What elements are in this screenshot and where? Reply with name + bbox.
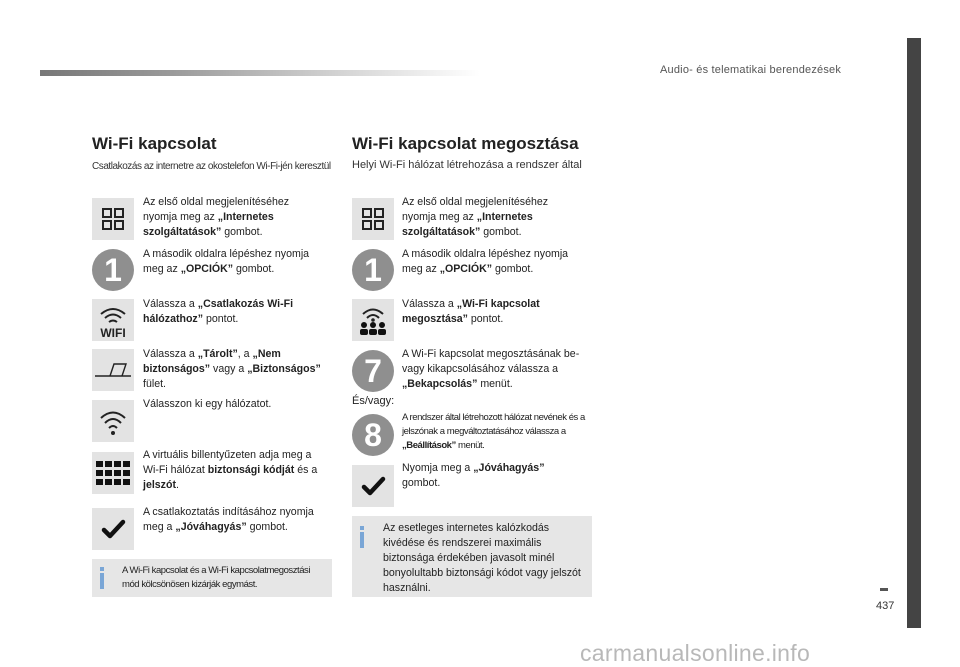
left-title: Wi-Fi kapcsolat [92, 134, 217, 153]
checkmark-icon [92, 508, 134, 550]
info-icon [360, 526, 364, 530]
keyboard-icon [92, 452, 134, 494]
watermark: carmanualsonline.info [580, 640, 811, 666]
left-step-7-text: A csatlakoztatás indításához nyomja meg a „Jóváhagyás” gombot. [143, 506, 314, 533]
left-note-text: A Wi-Fi kapcsolat és a Wi-Fi kapcsolatmegosztási mód kölcsönösen kizárják egymást. [122, 565, 310, 590]
number-8-badge: 8 [352, 414, 394, 456]
info-icon [100, 567, 104, 571]
right-step-1-text: Az első oldal megjelenítéséhez nyomja meg az „Internetes szolgáltatások” gombot. [402, 196, 549, 238]
svg-text:WIFI: WIFI [100, 326, 126, 340]
left-info-note [92, 559, 332, 597]
number-1-badge: 1 [352, 249, 394, 291]
right-title: Wi-Fi kapcsolat megosztása [352, 134, 579, 153]
number-7-badge: 7 [352, 350, 394, 392]
side-bar [907, 38, 921, 628]
grid-menu-icon [92, 198, 134, 240]
left-step-3-text: Válassza a „Csatlakozás Wi-Fi hálózathoz” pontot. [143, 298, 294, 325]
header-gradient-bar [40, 70, 480, 76]
left-subtitle: Csatlakozás az internetre az okostelefon Wi-Fi-jén keresztül [92, 161, 331, 172]
right-subtitle: Helyi Wi-Fi hálózat létrehozása a rendszer által [352, 159, 582, 171]
grid-menu-icon [352, 198, 394, 240]
wifi-icon [92, 299, 134, 341]
wifi-share-icon [352, 299, 394, 341]
left-step-5-text: Válasszon ki egy hálózatot. [143, 398, 272, 410]
checkmark-icon [352, 465, 394, 507]
left-step-6-text: A virtuális billentyűzeten adja meg a Wi-Fi hálózat biztonsági kódját és a jelszót. [143, 449, 318, 491]
right-step-2-text: A második oldalra lépéshez nyomja meg az „OPCIÓK” gombot. [402, 248, 569, 275]
number-1-badge: 1 [92, 249, 134, 291]
right-note-text: Az esetleges internetes kalózkodás kivédése és rendszerei maximális biztonsága érdekében javasolt minél bonyolultabb biztonsági kódot vagy jelszót használni. [383, 522, 581, 594]
wifi-icon [92, 400, 134, 442]
left-step-2-text: A második oldalra lépéshez nyomja meg az „OPCIÓK” gombot. [143, 248, 310, 275]
right-step-6-text: Nyomja meg a „Jóváhagyás” gombot. [402, 462, 545, 489]
right-step-5-text: A rendszer által létrehozott hálózat nevének és a jelszónak a megváltoztatásához válassza a „Beállítások” menüt. [402, 412, 585, 451]
page-marker [880, 588, 888, 591]
header-title: Audio- és telematikai berendezések [660, 64, 842, 76]
right-step-3-text: Válassza a „Wi-Fi kapcsolat megosztása” pontot. [402, 298, 540, 325]
left-step-1-text: Az első oldal megjelenítéséhez nyomja meg az „Internetes szolgáltatások” gombot. [143, 196, 290, 238]
page-number: 437 [876, 600, 895, 612]
folder-tab-icon [92, 349, 134, 391]
right-step-4-text: A Wi-Fi kapcsolat megosztásának be- vagy kikapcsolásához válassza a „Bekapcsolás” menüt. [402, 348, 580, 390]
or-label: És/vagy: [352, 395, 395, 407]
left-step-4-text: Válassza a „Tárolt”, a „Nem biztonságos” vagy a „Biztonságos” fület. [143, 348, 321, 390]
right-info-note [352, 516, 592, 597]
